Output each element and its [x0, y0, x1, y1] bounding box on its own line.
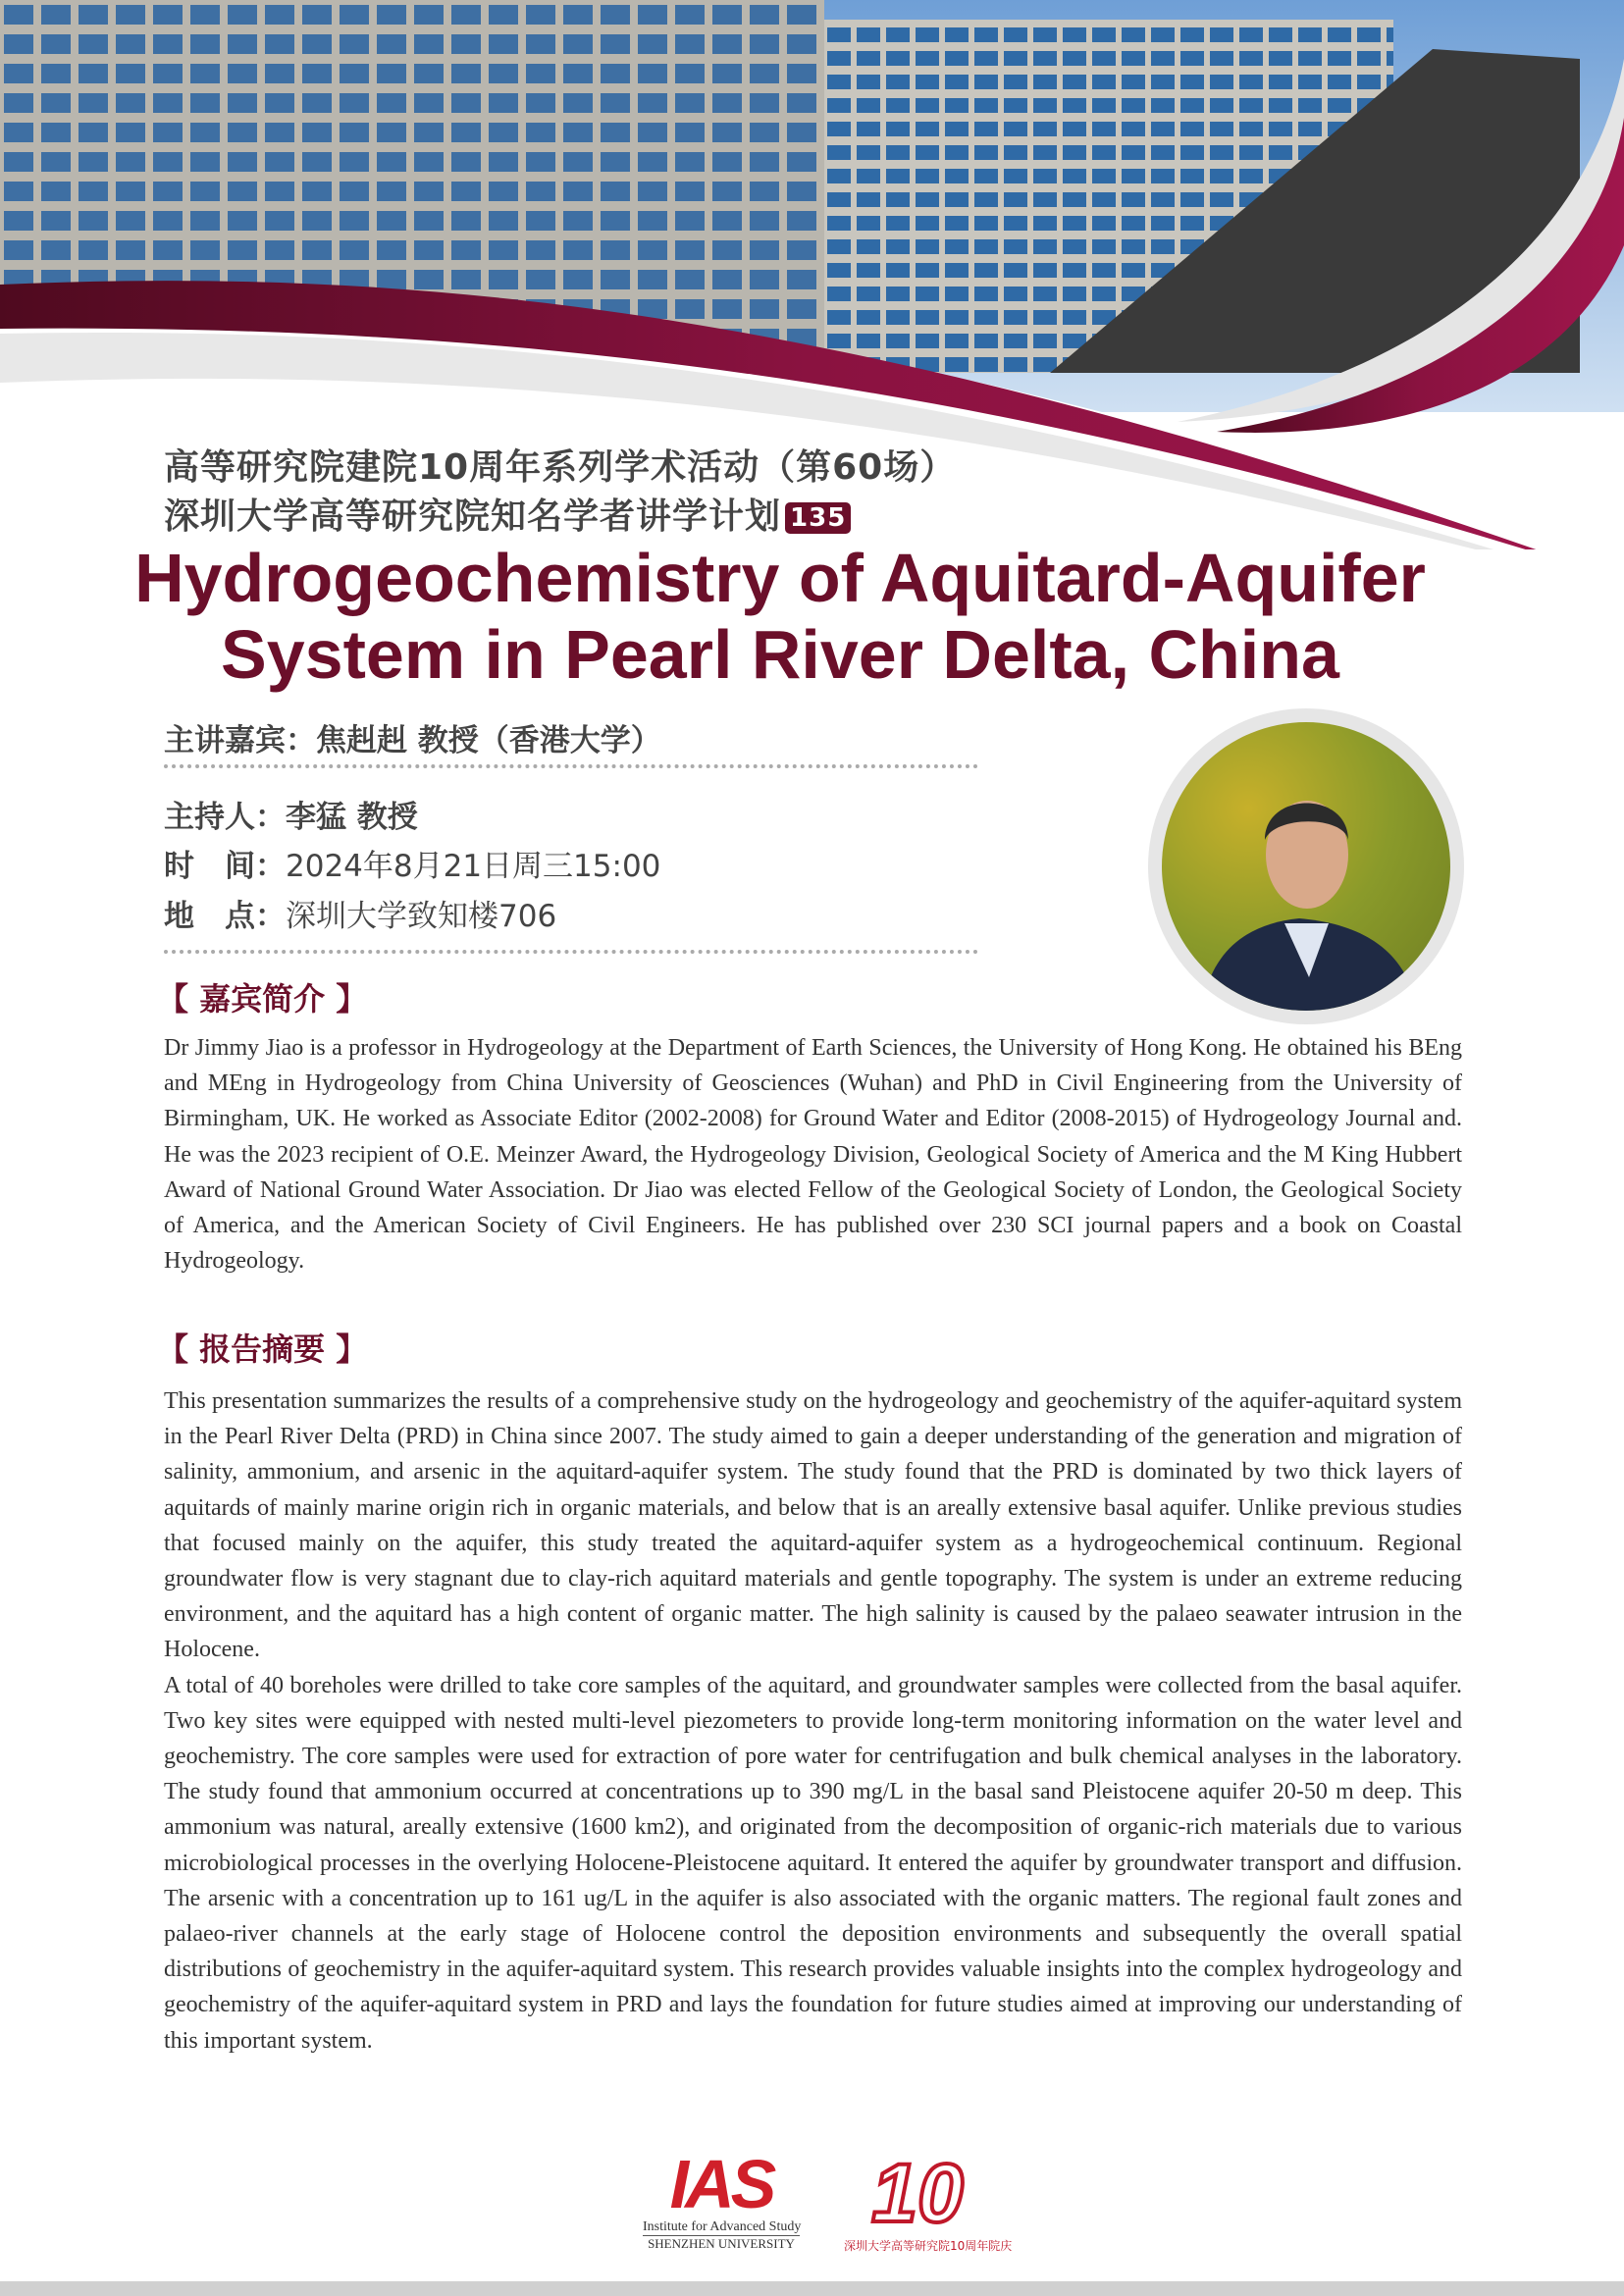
bio-heading: 【 嘉宾简介 】 — [157, 980, 368, 1018]
anniversary-logo — [844, 2147, 1013, 2254]
divider — [164, 764, 978, 768]
anniversary-caption: 深圳大学高等研究院10周年院庆 — [844, 2239, 1013, 2253]
place-value: 深圳大学致知楼706 — [286, 899, 557, 934]
bio-text — [164, 1030, 1462, 1278]
program-name: 深圳大学高等研究院知名学者讲学计划 — [164, 496, 782, 537]
speaker-photo — [1148, 708, 1464, 1024]
divider — [164, 950, 978, 954]
host-value: 李猛 教授 — [286, 800, 418, 835]
series-number-badge: 135 — [785, 502, 851, 534]
title-line-2: System in Pearl River Delta, China — [221, 616, 1339, 693]
ias-logo-mark: IAS — [669, 2146, 773, 2222]
ias-logo-line1: Institute for Advanced Study — [643, 2219, 802, 2234]
speaker-label: 主讲嘉宾： — [164, 723, 316, 758]
host-label: 主持人： — [164, 800, 286, 835]
abstract-heading: 【 报告摘要 】 — [157, 1331, 368, 1368]
place-row — [164, 891, 556, 935]
ias-logo — [643, 2146, 802, 2252]
lecture-title — [98, 540, 1462, 693]
event-series-line: 高等研究院建院10周年系列学术活动（第60场） — [164, 447, 957, 488]
ias-logo-line2: SHENZHEN UNIVERSITY — [648, 2236, 795, 2251]
time-label: 时 间： — [164, 849, 286, 884]
place-label: 地 点： — [164, 899, 286, 934]
abstract-paragraph-1: This presentation summarizes the results of a comprehensive study on the hydrogeology and geochemistry of the aquifer-aquitard system in the Pearl River Delta (PRD) in China since 2007. The study aimed to gain a deeper understanding of the generation and migration of salinity, ammonium, and arsenic in the aquitard-aquifer system. The study found that the PRD is dominated by two thick layers of aquitards of mainly marine origin rich in organic materials, and below that is an areally extensive basal aquifer. Unlike previous studies that focused mainly on the aquifer, this study treated the aquitard-aquifer system as a hydrogeochemical continuum. Regional groundwater flow is very stagnant due to clay-rich aquitard materials and gentle topography. The system is under an extreme reducing environment, and the aquitard has a high content of organic matter. The high salinity is caused by the palaeo seawater intrusion in the Holocene. — [164, 1388, 1462, 1663]
time-row — [164, 841, 660, 885]
time-value: 2024年8月21日周三15:00 — [286, 849, 661, 884]
bio-paragraph: Dr Jimmy Jiao is a professor in Hydrogeology at the Department of Earth Sciences, the University of Hong Kong. He obtained his BEng and MEng in Hydrogeology from China University of Geosciences (Wuhan) and PhD in Civil Engineering from the University of Birmingham, UK. He worked as Associate Editor (2002-2008) for Ground Water and Editor (2008-2015) of Hydrogeology Journal and. He was the 2023 recipient of O.E. Meinzer Award, the Hydrogeology Division, Geological Society of America and the M King Hubbert Award of National Ground Water Association. Dr Jiao was elected Fellow of the Geological Society of London, the Geological Society of America, and the American Society of Civil Engineers. He has published over 230 SCI journal papers and a book on Coastal Hydrogeology. — [164, 1035, 1462, 1275]
abstract-text — [164, 1383, 1462, 2059]
speaker-row — [164, 715, 661, 759]
anniversary-logo-mark: 10 — [871, 2147, 964, 2239]
speaker-value: 焦赳赳 教授（香港大学） — [316, 723, 661, 758]
speaker-portrait — [1162, 722, 1450, 1011]
title-line-1: Hydrogeochemistry of Aquitard-Aquifer — [134, 540, 1426, 616]
abstract-paragraph-2: A total of 40 boreholes were drilled to take core samples of the aquitard, and groundwater samples were collected from the basal aquifer. Two key sites were equipped with nested multi-level piezometers to provide long-term monitoring information on the water level and geochemistry. The core samples were used for extraction of pore water for centrifugation and bulk chemical analyses in the laboratory. The study found that ammonium occurred at concentrations up to 390 mg/L in the basal sand Pleistocene aquifer 20-50 m deep. This ammonium was natural, areally extensive (1600 km2), and originated from the decomposition of organic-rich materials due to various microbiological processes in the overlying Holocene-Pleistocene aquitard. It entered the aquifer by groundwater transport and diffusion. The arsenic with a concentration up to 161 ug/L in the aquifer is also associated with the organic matters. The regional fault zones and palaeo-river channels at the early stage of Holocene control the deposition environments and subsequently the overall spatial distributions of geochemistry in the aquifer-aquitard system. This research provides valuable insights into the complex hydrogeology and geochemistry of the aquifer-aquitard system in PRD and lays the foundation for future studies aimed at improving our understanding of this important system. — [164, 1672, 1462, 2054]
host-row — [164, 792, 418, 836]
footer-bar — [0, 2281, 1624, 2296]
lecture-program-line — [164, 489, 851, 539]
